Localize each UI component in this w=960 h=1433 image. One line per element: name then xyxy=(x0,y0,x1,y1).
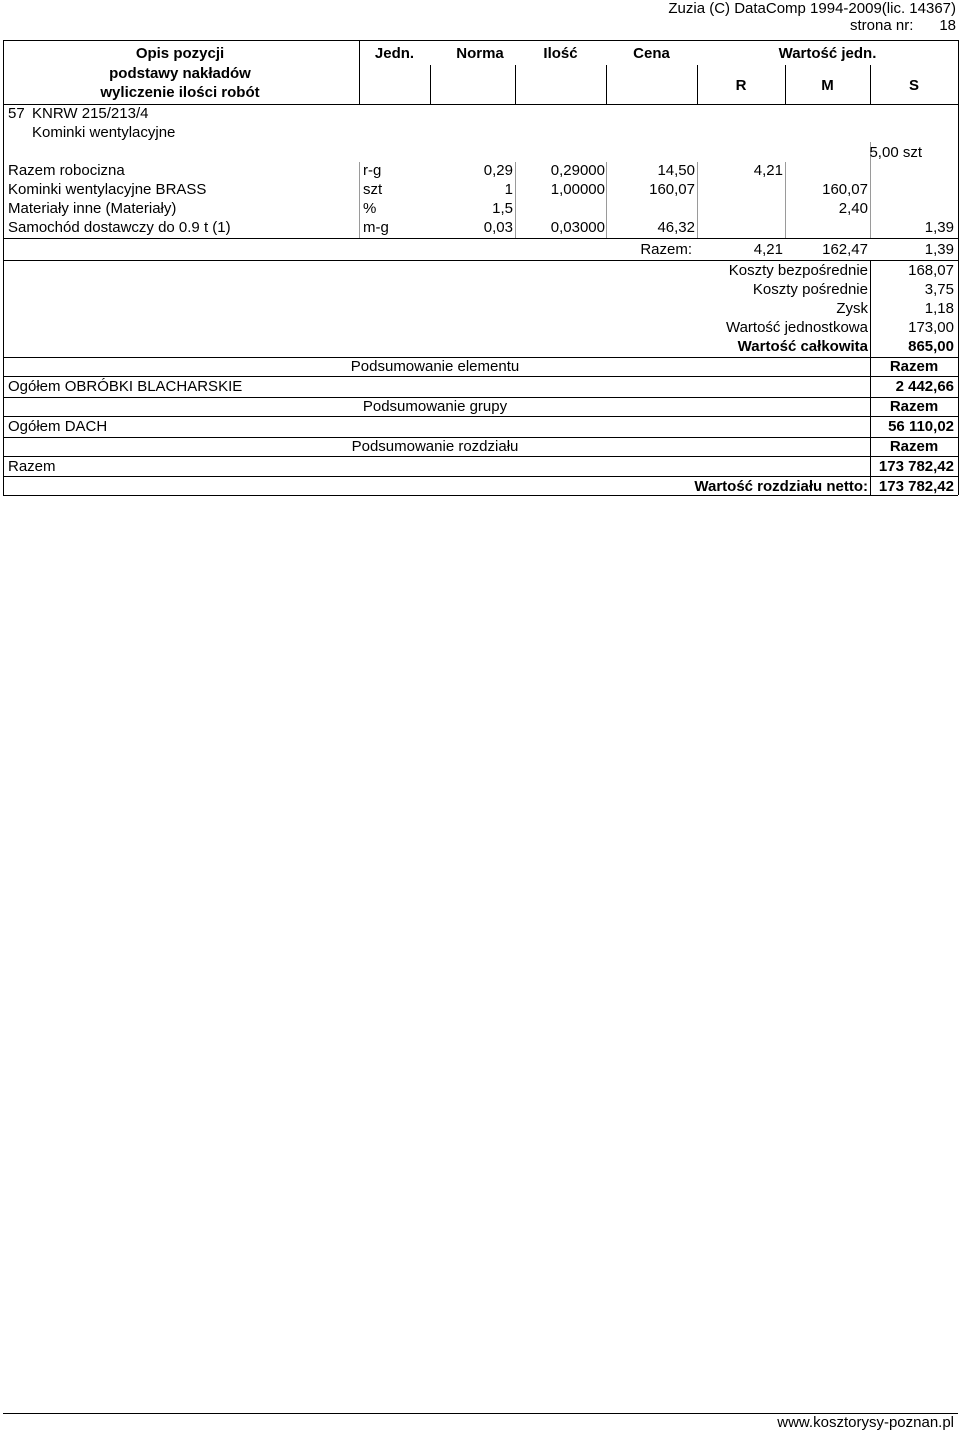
group-summary-title: Podsumowanie grupy xyxy=(362,398,508,415)
row-unit: m-g xyxy=(363,219,389,236)
chapter-net-label: Wartość rozdziału netto: xyxy=(694,478,868,495)
cost-value: 3,75 xyxy=(924,281,954,298)
row-s: 1,39 xyxy=(924,219,954,236)
totals-label: Razem: xyxy=(640,241,692,258)
row-m: 160,07 xyxy=(822,181,868,198)
header-desc-line3: wyliczenie ilości robót xyxy=(100,84,260,101)
position-number: 57 xyxy=(8,105,25,122)
row-m: 2,40 xyxy=(838,200,868,217)
row-desc: Kominki wentylacyjne BRASS xyxy=(8,181,207,198)
cost-label: Zysk xyxy=(836,300,868,317)
chapter-summary-value: 173 782,42 xyxy=(878,458,954,475)
cost-label: Koszty pośrednie xyxy=(752,281,868,298)
totals-m: 162,47 xyxy=(822,241,868,258)
row-r: 4,21 xyxy=(753,162,783,179)
row-price: 46,32 xyxy=(657,219,695,236)
row-qty: 0,29000 xyxy=(550,162,605,179)
element-summary-right: Razem xyxy=(889,358,939,375)
element-summary-title: Podsumowanie elementu xyxy=(350,358,520,375)
header-price: Cena xyxy=(633,45,670,62)
software-license: Zuzia (C) DataComp 1994-2009(lic. 14367) xyxy=(668,0,956,17)
row-desc: Materiały inne (Materiały) xyxy=(8,200,177,217)
footer-website[interactable]: www.kosztorysy-poznan.pl xyxy=(777,1414,954,1431)
group-summary-value: 56 110,02 xyxy=(888,418,954,435)
cost-value: 173,00 xyxy=(908,319,954,336)
row-price: 160,07 xyxy=(649,181,695,198)
row-price: 14,50 xyxy=(657,162,695,179)
totals-s: 1,39 xyxy=(924,241,954,258)
chapter-summary-title: Podsumowanie rozdziału xyxy=(351,438,519,455)
page-number-label: strona nr: xyxy=(850,17,914,34)
row-unit: szt xyxy=(363,181,383,198)
position-name: Kominki wentylacyjne xyxy=(32,124,176,141)
row-unit: % xyxy=(363,200,377,217)
header-norm: Norma xyxy=(456,45,504,62)
group-summary-name: Ogółem DACH xyxy=(8,418,108,435)
cost-value: 1,18 xyxy=(924,300,954,317)
header-desc-line1: Opis pozycji xyxy=(135,45,225,62)
cost-label: Wartość jednostkowa xyxy=(725,319,868,336)
row-norm: 0,03 xyxy=(483,219,513,236)
header-s: S xyxy=(908,77,919,94)
cost-total-value: 865,00 xyxy=(908,338,954,355)
header-desc-line2: podstawy nakładów xyxy=(109,65,251,82)
chapter-net-value: 173 782,42 xyxy=(878,478,954,495)
element-summary-name: Ogółem OBRÓBKI BLACHARSKIE xyxy=(8,378,243,395)
row-qty: 0,03000 xyxy=(550,219,605,236)
totals-r: 4,21 xyxy=(753,241,783,258)
row-norm: 0,29 xyxy=(483,162,513,179)
row-desc: Razem robocizna xyxy=(8,162,125,179)
page-number: 18 xyxy=(939,17,956,34)
header-r: R xyxy=(735,77,747,94)
cost-total-label: Wartość całkowita xyxy=(737,338,868,355)
row-norm: 1,5 xyxy=(492,200,513,217)
header-quantity: Ilość xyxy=(543,45,578,62)
header-m: M xyxy=(821,77,834,94)
row-desc: Samochód dostawczy do 0.9 t (1) xyxy=(8,219,231,236)
element-summary-value: 2 442,66 xyxy=(895,378,954,395)
row-qty: 1,00000 xyxy=(550,181,605,198)
cost-label: Koszty bezpośrednie xyxy=(728,262,868,279)
chapter-summary-name: Razem xyxy=(8,458,56,475)
row-unit: r-g xyxy=(363,162,382,179)
position-basis: KNRW 215/213/4 xyxy=(32,105,149,122)
position-quantity: 5,00 szt xyxy=(869,144,922,161)
group-summary-right: Razem xyxy=(889,398,939,415)
header-unit: Jedn. xyxy=(374,45,415,62)
header-unit-value: Wartość jedn. xyxy=(778,45,877,62)
row-norm: 1 xyxy=(504,181,513,198)
chapter-summary-right: Razem xyxy=(889,438,939,455)
cost-value: 168,07 xyxy=(908,262,954,279)
